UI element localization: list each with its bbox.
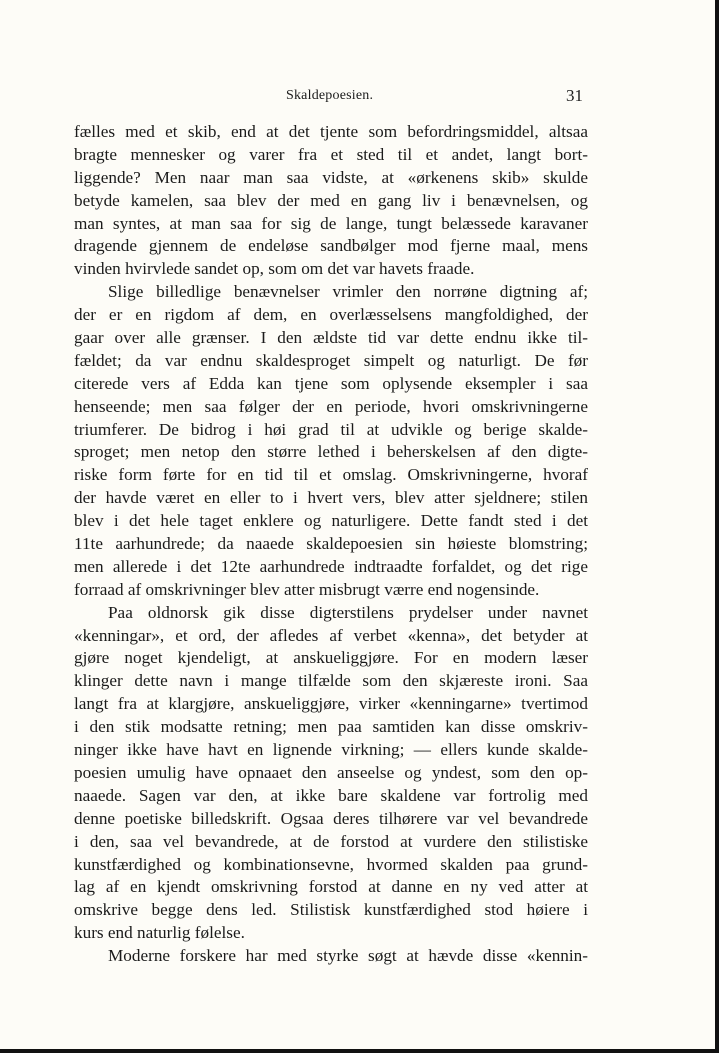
text-line: 11te aarhundrede; da naaede skaldepoesien sin høieste blomstring; <box>74 534 588 554</box>
text-line: omskrive begge dens led. Stilistisk kunstfærdighed stod høiere i <box>74 900 588 920</box>
text-line: blev i det hele taget enklere og naturligere. Dette fandt sted i det <box>74 511 588 531</box>
text-line: betyde kamelen, saa blev der med en gang liv i benævnelsen, og <box>74 190 588 210</box>
running-title: Skaldepoesien. <box>286 88 374 103</box>
text-line: riske form førte for en tid til et omslag. Omskrivningerne, hvoraf <box>74 465 588 485</box>
text-line: gaar over alle grænser. I den ældste tid var dette endnu ikke til- <box>74 328 588 348</box>
text-line: i den stik modsatte retning; men paa samtiden kan disse omskriv- <box>74 717 588 737</box>
body-text <box>74 121 588 968</box>
text-line: dragende gjennem de endeløse sandbølger mod fjerne maal, mens <box>74 236 588 256</box>
text-line: Paa oldnorsk gik disse digterstilens prydelser under navnet <box>108 602 588 622</box>
text-line: ninger ikke have havt en lignende virkning; — ellers kunde skalde- <box>74 740 588 760</box>
text-line: fældet; da var endnu skaldesproget simpelt og naturligt. De før <box>74 350 588 370</box>
text-line: der havde været en eller to i hvert vers, blev atter sjeldnere; stilen <box>74 488 588 508</box>
text-line: forraad af omskrivninger blev atter misbrugt værre end nogensinde. <box>74 579 540 599</box>
text-line: naaede. Sagen var den, at ikke bare skaldene var fortrolig med <box>74 785 588 805</box>
text-line: triumferer. De bidrog i høi grad til at udvikle og berige skalde- <box>74 419 588 439</box>
text-line: i den, saa vel bevandrede, at de forstod at vurdere den stilistiske <box>74 831 588 851</box>
text-line: «kenningar», et ord, der afledes af verbet «kenna», det betyder at <box>74 625 588 645</box>
text-line: lag af en kjendt omskrivning forstod at danne en ny ved atter at <box>74 877 588 897</box>
text-line: Slige billedlige benævnelser vrimler den norrøne digtning af; <box>108 282 588 302</box>
page-number: 31 <box>566 86 583 105</box>
text-line: henseende; men saa følger der en periode, hvori omskrivningerne <box>74 396 588 416</box>
text-line: kunstfærdighed og kombinationsevne, hvormed skalden paa grund- <box>74 854 588 874</box>
text-line: gjøre noget kjendeligt, at anskueliggjøre. For en modern læser <box>74 648 588 668</box>
text-line: man syntes, at man saa for sig de lange, tungt belæssede karavaner <box>74 213 588 233</box>
text-line: fælles med et skib, end at det tjente som befordringsmiddel, altsaa <box>74 122 588 141</box>
text-line: Moderne forskere har med styrke søgt at hævde disse «kennin- <box>108 946 588 966</box>
text-line: langt fra at klargjøre, anskueliggjøre, virker «kenningarne» tvertimod <box>74 694 588 714</box>
text-line: vinden hvirvlede sandet op, som om det var havets fraade. <box>74 259 475 279</box>
text-line: der er en rigdom af dem, en overlæsselsens mangfoldighed, der <box>74 305 588 325</box>
text-line: liggende? Men naar man saa vidste, at «ørkenens skib» skulde <box>74 167 588 187</box>
text-line: men allerede i det 12te aarhundrede indtraadte forfaldet, og det rige <box>74 556 588 576</box>
text-line: kurs end naturlig følelse. <box>74 923 245 943</box>
text-line: poesien umulig have opnaaet den anseelse og yndest, som den op- <box>74 762 588 782</box>
text-line: denne poetiske billedskrift. Ogsaa deres tilhørere var vel bevandrede <box>74 808 588 828</box>
text-line: klinger dette navn i mange tilfælde som den skjæreste ironi. Saa <box>74 671 588 691</box>
text-line: sproget; men netop den større lethed i beherskelsen af den digte- <box>74 442 588 462</box>
text-line: bragte mennesker og varer fra et sted til et andet, langt bort- <box>74 144 588 164</box>
running-head <box>0 88 715 110</box>
text-line: citerede vers af Edda kan tjene som oplysende eksempler i saa <box>74 373 588 393</box>
